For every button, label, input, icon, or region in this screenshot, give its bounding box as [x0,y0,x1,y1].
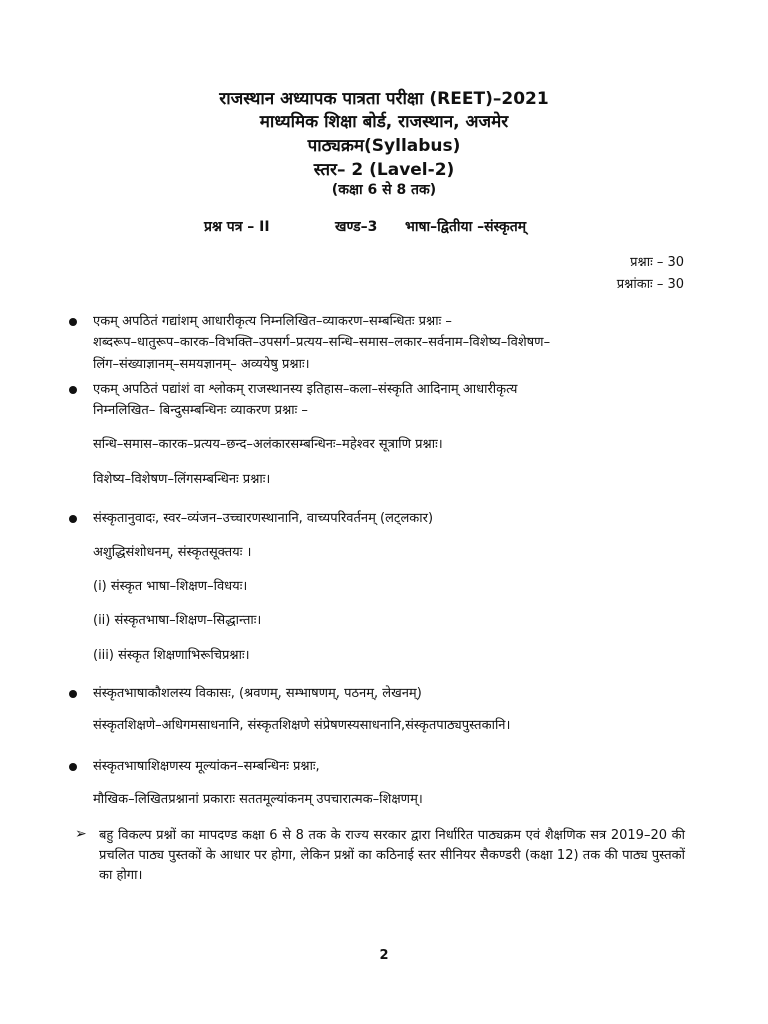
section-label: खण्ड–3 [335,219,378,235]
language-label: भाषा–द्वितीया –संस्कृतम् [405,219,527,235]
item3-line3: (i) संस्कृत भाषा–शिक्षण–विधयः। [93,579,248,594]
item1-line3: लिंग–संख्याज्ञानम्–समयज्ञानम्– अव्ययेषु प्रश्नाः। [93,357,310,372]
item2-line3: सन्धि–समास–कारक–प्रत्यय–छन्द–अलंकारसम्बन्धिनः–महेश्वर सूत्राणि प्रश्नाः। [93,437,443,452]
note-text: बहु विकल्प प्रश्नों का मापदण्ड कक्षा 6 से 8 तक के राज्य सरकार द्वारा निर्धारित पाठ्यक्रम एवं शैक्षणिक सत्र 2019–20 की प्रचलित पाठ्य पुस्तकों के आधार पर होगा, लेकिन प्रश्नों का कठिनाई स्तर सीनियर सैकण्डरी (कक्षा 12) तक की पाठ्य पुस्तकों का होगा। [99,828,685,883]
item3-line5: (iii) संस्कृत शिक्षणाभिरूचिप्रश्नाः। [93,648,250,663]
questions-count: प्रश्नाः – 30 [630,255,684,270]
item4-line2: संस्कृतशिक्षणे–अधिगमसाधनानि, संस्कृतशिक्षणे संप्रेषणस्यसाधनानि,संस्कृतपाठ्यपुस्तकानि। [93,718,511,733]
bullet-icon [69,386,77,394]
item3-line4: (ii) संस्कृतभाषा–शिक्षण–सिद्धान्ताः। [93,613,262,628]
item3-line2: अशुद्धिसंशोधनम्, संस्कृतसूक्तयः । [93,545,252,560]
bullet-icon [69,318,77,326]
arrow-bullet-icon: ➢ [75,826,87,842]
board-name: माध्यमिक शिक्षा बोर्ड, राजस्थान, अजमेर [259,112,509,132]
marks-count: प्रश्नांकाः – 30 [616,277,684,292]
item1-line2: शब्दरूप–धातुरूप–कारक–विभक्ति–उपसर्ग–प्रत्यय–सन्धि–समास–लकार–सर्वनाम–विशेष्य–विशेषण– [93,335,551,350]
bullet-icon [69,763,77,771]
item4-line1: संस्कृतभाषाकौशलस्य विकासः, (श्रवणम्, सम्भाषणम्, पठनम्, लेखनम्) [93,686,422,701]
item3-line1: संस्कृतानुवादः, स्वर–व्यंजन–उच्चारणस्थानानि, वाच्यपरिवर्तनम् (लट्लकार) [93,511,434,526]
item2-line1: एकम् अपठितं पद्यांशं वा श्लोकम् राजस्थानस्य इतिहास–कला–संस्कृति आदिनाम् आधारीकृत्य [93,382,518,397]
item5-line2: मौखिक–लिखितप्रश्नानां प्रकाराः सततमूल्यांकनम् उपचारात्मक–शिक्षणम्। [93,792,423,807]
item2-line4: विशेष्य–विशेषण–लिंगसम्बन्धिनः प्रश्नाः। [93,472,271,487]
item1-line1: एकम् अपठितं गद्यांशम् आधारीकृत्य निम्नलिखित–व्याकरण–सम्बन्धितः प्रश्नाः – [93,314,452,329]
paper-number: प्रश्न पत्र – II [204,219,270,235]
bullet-icon [69,690,77,698]
level-heading: स्तर– 2 (Lavel-2) [313,160,455,180]
syllabus-heading: पाठ्यक्रम(Syllabus) [307,136,461,156]
exam-title: राजस्थान अध्यापक पात्रता परीक्षा (REET)–2021 [219,89,549,109]
item5-line1: संस्कृतभाषाशिक्षणस्य मूल्यांकन–सम्बन्धिनः प्रश्नाः, [93,759,320,774]
bullet-icon [69,515,77,523]
page-number: 2 [379,948,389,963]
item2-line2: निम्नलिखित– बिन्दुसम्बन्धिनः व्याकरण प्रश्नाः – [93,403,308,418]
class-range: (कक्षा 6 से 8 तक) [331,182,437,198]
